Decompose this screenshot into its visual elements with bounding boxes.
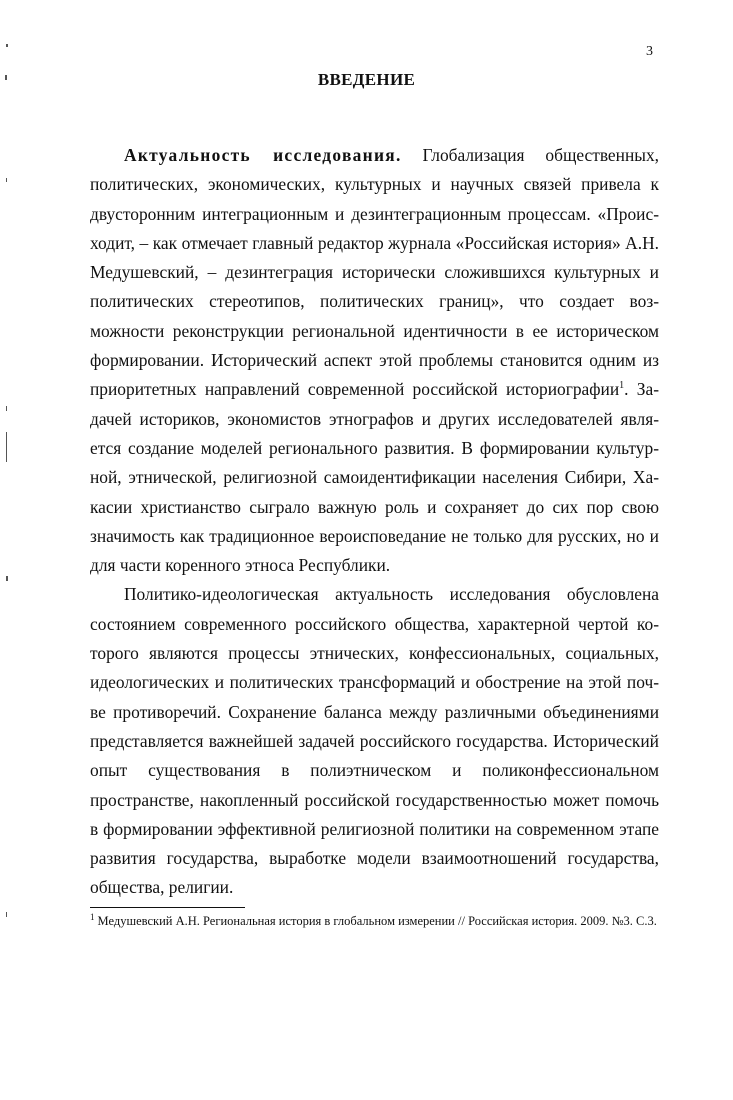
body-text <box>90 141 659 903</box>
paragraph-text: Глобализация общественных, политических, экономических, культурных и научных связей привела к двусторонним интеграционным и дезинтеграционным процессам. «Происходит, – как отмечает главный редактор журнала «Российская история» А.Н. Медушевский, – дезинтеграция исторически сложившихся культурных и политических стереотипов, политических границ», что создает возможности реконструкции региональной идентичности в ее историческом формировании. Исторический аспект этой проблемы становится одним из приоритетных направлений современной российской историографии <box>90 145 659 400</box>
scan-mark <box>6 178 7 182</box>
scan-mark <box>6 406 7 411</box>
scan-mark <box>6 432 7 462</box>
footnote-text: Медушевский А.Н. Региональная история в глобальном измерении // Российская история. 2009. №3. С.3. <box>97 914 657 928</box>
paragraph-text: . Задачей историков, экономистов этнографов и других исследователей является создание моделей регионального развития. В формировании культурной, этнической, религиозной самоидентификации населения Сибири, Хакасии христианство сыграло важную роль и сохраняет до сих пор свою значимость как традиционное вероисповедание не только для русских, но и для части коренного этноса Республики. <box>90 379 659 576</box>
footnote <box>90 913 659 930</box>
footnote-mark: 1 <box>90 911 95 922</box>
page-number: 3 <box>646 44 653 59</box>
scan-mark <box>6 44 8 47</box>
scan-mark <box>6 576 8 581</box>
paragraph-political-relevance: Политико-идеологическая актуальность исследования обусловлена состоянием современного российского общества, характерной чертой которого являются процессы этнических, конфессиональных, социальных, идеологических и политических трансформаций и обострение на этой почве противоречий. Сохранение баланса между различными объединениями представляется важнейшей задачей российского государства. Исторический опыт существования в полиэтническом и поликонфессиональном пространстве, накопленный российской государственностью может помочь в формировании эффективной религиозной политики на современном этапе развития государства, выработке модели взаимоотношений государства, общества, религии. <box>90 584 659 898</box>
footnote-reference: 1 <box>619 380 625 392</box>
footnote-divider <box>90 907 245 908</box>
page-heading: ВВЕДЕНИЕ <box>317 70 416 89</box>
scan-mark <box>6 912 7 917</box>
paragraph-lead-in: Актуальность исследования. <box>124 145 402 165</box>
paragraph-relevance <box>90 141 659 580</box>
